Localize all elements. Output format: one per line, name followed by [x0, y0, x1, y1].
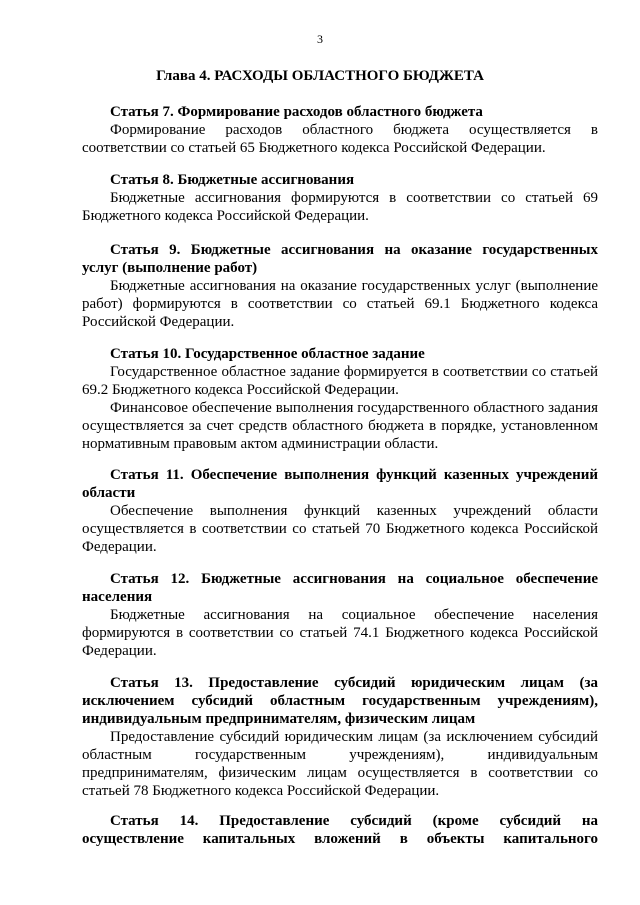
article-paragraph: Бюджетные ассигнования на оказание государственных услуг (выполнение работ) формируются в соответствии со статьей 69.1 Бюджетного кодекса Российской Федерации. — [82, 278, 598, 330]
article-title: Статья 10. Государственное областное задание — [110, 346, 425, 362]
article-8 — [82, 171, 598, 225]
article-10 — [82, 345, 598, 453]
article-paragraph: Бюджетные ассигнования на социальное обеспечение населения формируются в соответствии со статьей 74.1 Бюджетного кодекса Российской Федерации. — [82, 607, 598, 659]
article-9 — [82, 241, 598, 331]
article-paragraph: Финансовое обеспечение выполнения государственного областного задания осуществляется за счет средств областного бюджета в порядке, установленном нормативным правовым актом администрации области. — [82, 400, 598, 452]
article-title: Статья 12. Бюджетные ассигнования на социальное обеспечение населения — [82, 571, 598, 605]
article-paragraph: Бюджетные ассигнования формируются в соответствии со статьей 69 Бюджетного кодекса Российской Федерации. — [82, 190, 598, 224]
article-paragraph: Формирование расходов областного бюджета осуществляется в соответствии со статьей 65 Бюджетного кодекса Российской Федерации. — [82, 122, 598, 156]
article-paragraph: Обеспечение выполнения функций казенных учреждений области осуществляется в соответствии со статьей 70 Бюджетного кодекса Российской Федерации. — [82, 503, 598, 555]
article-14 — [82, 812, 598, 848]
page-number: 3 — [317, 32, 323, 46]
article-title: Статья 9. Бюджетные ассигнования на оказание государственных услуг (выполнение работ) — [82, 242, 598, 276]
article-12 — [82, 570, 598, 660]
article-13 — [82, 674, 598, 800]
chapter-title: Глава 4. РАСХОДЫ ОБЛАСТНОГО БЮДЖЕТА — [156, 68, 484, 84]
article-title: Статья 13. Предоставление субсидий юридическим лицам (за исключением субсидий областным государственным учреждениям), индивидуальным предпринимателям, физическим лицам — [82, 675, 598, 727]
article-7 — [82, 103, 598, 157]
article-title: Статья 11. Обеспечение выполнения функций казенных учреждений области — [82, 467, 598, 501]
article-11 — [82, 466, 598, 556]
article-title: Статья 7. Формирование расходов областного бюджета — [110, 104, 483, 120]
article-paragraph: Предоставление субсидий юридическим лицам (за исключением субсидий областным государственным учреждениям), индивидуальным предпринимателям, физическим лицам осуществляется в соответствии со статьей 78 Бюджетного кодекса Российской Федерации. — [82, 729, 598, 799]
article-title: Статья 8. Бюджетные ассигнования — [110, 172, 355, 188]
article-title: Статья 14. Предоставление субсидий (кроме субсидий на осуществление капитальных вложений в объекты капитального — [82, 813, 598, 847]
article-paragraph: Государственное областное задание формируется в соответствии со статьей 69.2 Бюджетного кодекса Российской Федерации. — [82, 364, 598, 398]
